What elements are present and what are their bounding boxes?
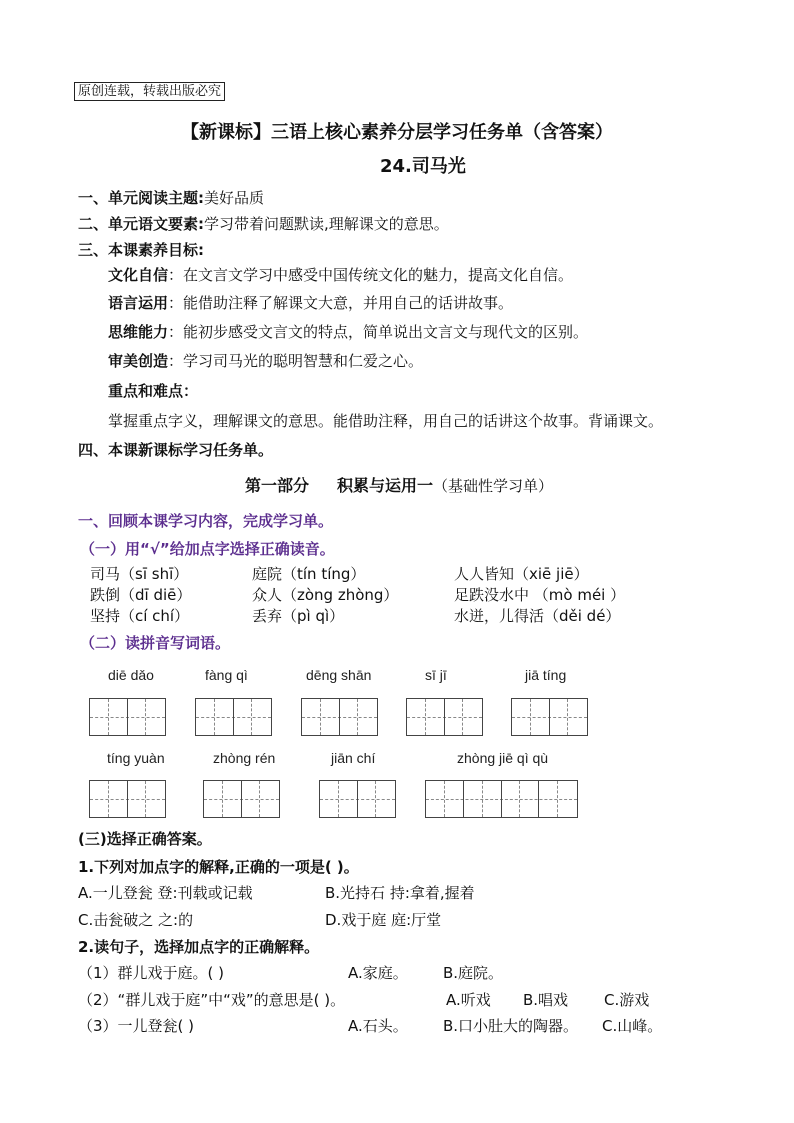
part-one-heading <box>245 473 553 496</box>
choice-1-option-b[interactable]: B.光持石 持:拿着,握着 <box>325 884 475 902</box>
pinyin-item: 庭院（tín tíng） <box>252 565 366 583</box>
intro-line-2 <box>78 213 449 234</box>
page-title: 【新课标】三语上核心素养分层学习任务单（含答案） <box>181 122 613 143</box>
pinyin-item: 足跌没水中 （mò méi ） <box>454 586 626 604</box>
pinyin-item: 跌倒（dī diē） <box>90 586 192 604</box>
pinyin-prompt: sī jī <box>425 667 447 683</box>
key-points-label: 重点和难点： <box>108 382 199 400</box>
writing-grid[interactable] <box>89 780 166 818</box>
choice-2-2-option-b[interactable]: B.唱戏 <box>523 991 569 1009</box>
choice-2-3-option-a[interactable]: A.石头。 <box>348 1017 408 1035</box>
goal-culture <box>108 264 573 285</box>
pinyin-prompt: jiān chí <box>331 750 376 766</box>
pinyin-prompt: diē dǎo <box>108 667 154 683</box>
writing-grid[interactable] <box>301 698 378 736</box>
section-1-heading: 一、回顾本课学习内容，完成学习单。 <box>78 512 334 530</box>
goal-language-text: ：能借助注释了解课文大意，并用自己的话讲故事。 <box>168 294 514 312</box>
goal-language-label: 语言运用 <box>108 294 169 312</box>
lesson-title: 24.司马光 <box>380 156 466 177</box>
part-one-note: （基础性学习单） <box>433 477 554 495</box>
intro-line-1-label: 一、单元阅读主题: <box>78 189 204 207</box>
goal-thinking-label: 思维能力 <box>108 323 169 341</box>
goal-language <box>108 292 513 313</box>
goal-thinking-text: ：能初步感受文言文的特点，简单说出文言文与现代文的区别。 <box>168 323 589 341</box>
intro-line-4-label: 四、本课新课标学习任务单。 <box>78 441 274 459</box>
intro-line-2-label: 二、单元语文要素: <box>78 215 204 233</box>
choice-1-stem: 1.下列对加点字的解释,正确的一项是( )。 <box>78 858 359 876</box>
writing-grid[interactable] <box>511 698 588 736</box>
writing-grid[interactable] <box>406 698 483 736</box>
pinyin-prompt: zhòng rén <box>213 750 276 766</box>
choice-2-1-option-a[interactable]: A.家庭。 <box>348 964 408 982</box>
choice-1-option-c[interactable]: C.击瓮破之 之:的 <box>78 911 194 929</box>
choice-2-3-option-c[interactable]: C.山峰。 <box>602 1017 663 1035</box>
goal-culture-label: 文化自信 <box>108 266 169 284</box>
writing-grid[interactable] <box>425 780 578 818</box>
choice-1-option-d[interactable]: D.戏于庭 庭:厅堂 <box>325 911 442 929</box>
writing-grid[interactable] <box>203 780 280 818</box>
goal-aesthetic <box>108 350 423 371</box>
intro-line-3-label: 三、本课素养目标: <box>78 241 204 259</box>
choice-1-option-a[interactable]: A.一儿登瓮 登:刊载或记载 <box>78 884 253 902</box>
choice-2-2-option-c[interactable]: C.游戏 <box>604 991 650 1009</box>
question-3-heading: (三)选择正确答案。 <box>78 830 212 848</box>
intro-line-1-text: 美好品质 <box>204 189 265 207</box>
choice-2-stem: 2.读句子，选择加点字的正确解释。 <box>78 938 320 956</box>
pinyin-item: 众人（zòng zhòng） <box>252 586 399 604</box>
pinyin-prompt: tíng yuàn <box>107 750 165 766</box>
copyright-stamp: 原创连载，转载出版必究 <box>74 82 225 101</box>
writing-grid[interactable] <box>319 780 396 818</box>
goal-aesthetic-label: 审美创造 <box>108 352 169 370</box>
goal-aesthetic-text: ：学习司马光的聪明智慧和仁爱之心。 <box>168 352 424 370</box>
intro-line-2-text: 学习带着问题默读,理解课文的意思。 <box>204 215 449 233</box>
pinyin-item: 司马（sī shī） <box>90 565 189 583</box>
pinyin-prompt: zhòng jiē qì qù <box>457 750 549 766</box>
key-points-text: 掌握重点字义，理解课文的意思。能借助注释，用自己的话讲这个故事。背诵课文。 <box>108 412 664 430</box>
writing-grid[interactable] <box>195 698 272 736</box>
choice-2-3-question: （3）一儿登瓮( ) <box>78 1017 195 1035</box>
pinyin-item: 水迸，儿得活（děi dé） <box>454 607 621 625</box>
pinyin-item: 人人皆知（xiē jiē） <box>454 565 589 583</box>
pinyin-prompt: fàng qì <box>205 667 248 683</box>
choice-2-1-question: （1）群儿戏于庭。( ) <box>78 964 225 982</box>
question-2-heading: （二）读拼音写词语。 <box>80 634 231 652</box>
intro-line-1 <box>78 187 264 208</box>
goal-thinking <box>108 321 588 342</box>
choice-2-3-option-b[interactable]: B.口小肚大的陶器。 <box>443 1017 579 1035</box>
choice-2-1-option-b[interactable]: B.庭院。 <box>443 964 504 982</box>
part-one-title: 第一部分 <box>245 476 310 495</box>
pinyin-prompt: dēng shān <box>306 667 372 683</box>
writing-grid[interactable] <box>89 698 166 736</box>
part-one-subtitle: 积累与运用一 <box>337 476 434 495</box>
pinyin-item: 丢弃（pì qì） <box>252 607 345 625</box>
pinyin-item: 坚持（cí chí） <box>90 607 190 625</box>
goal-culture-text: ：在文言文学习中感受中国传统文化的魅力，提高文化自信。 <box>168 266 574 284</box>
choice-2-2-option-a[interactable]: A.听戏 <box>446 991 491 1009</box>
question-1-heading: （一）用“√”给加点字选择正确读音。 <box>80 540 335 558</box>
pinyin-prompt: jiā tíng <box>525 667 567 683</box>
choice-2-2-question: （2）“群儿戏于庭”中“戏”的意思是( )。 <box>78 991 346 1009</box>
